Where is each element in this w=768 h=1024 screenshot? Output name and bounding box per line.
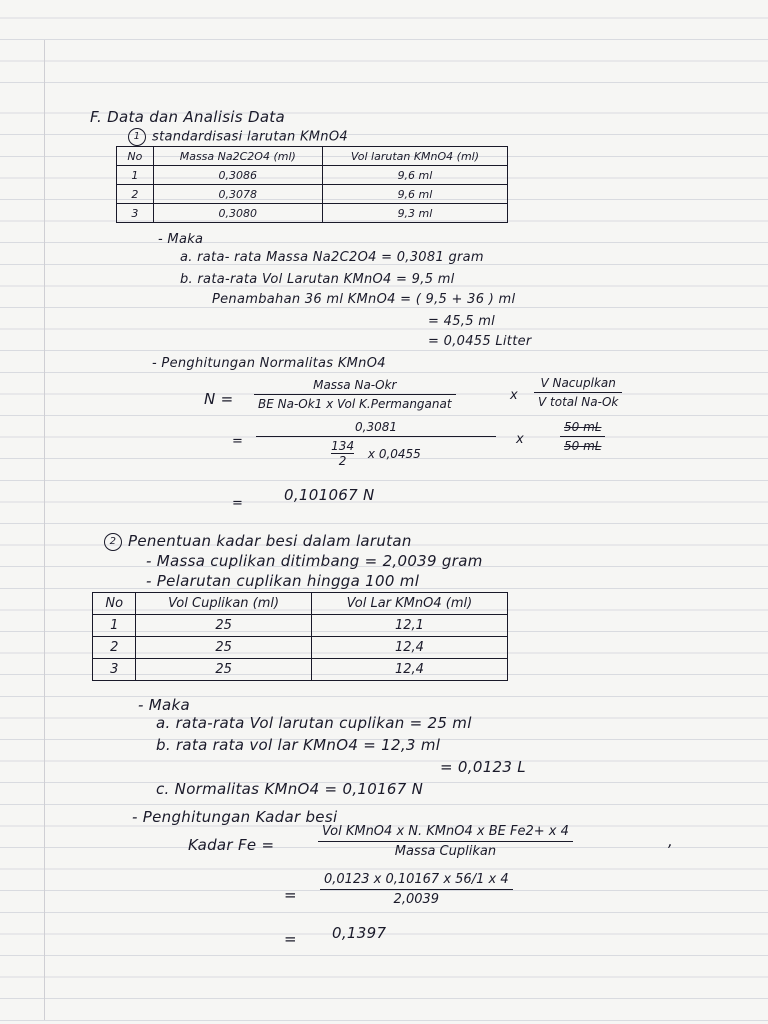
table-cell: 9,3 ml — [322, 204, 507, 223]
avg-vol-line: b. rata-rata Vol Larutan KMnO4 = 9,5 ml — [180, 272, 455, 287]
fe-fraction — [318, 824, 573, 859]
table-cell: 25 — [136, 637, 311, 659]
dilution-line: - Pelarutan cuplikan hingga 100 ml — [146, 572, 420, 590]
n-label: N = — [204, 390, 234, 408]
maka-label: - Maka — [138, 696, 190, 714]
table-cell: 25 — [136, 615, 311, 637]
eq2-numerator: 0,3081 — [355, 420, 397, 434]
eq2-v-denominator: 50 mL — [560, 436, 605, 453]
table-header: Vol larutan KMnO4 (ml) — [322, 147, 507, 166]
avg-kmno4-vol-line: b. rata rata vol lar KMnO4 = 12,3 ml — [156, 736, 441, 754]
fe-comma: , — [668, 832, 674, 850]
table-row — [117, 166, 508, 185]
section-heading: F. Data dan Analisis Data — [90, 108, 285, 126]
table-cell: 25 — [136, 659, 311, 681]
volume-factor: x 0,0455 — [367, 446, 421, 461]
table-cell: 12,4 — [311, 659, 507, 681]
n-numerator: Massa Na-Okr — [313, 378, 397, 392]
table-row — [93, 659, 508, 681]
fe-fraction-2 — [320, 872, 513, 907]
sample-mass-line: - Massa cuplikan ditimbang = 2,0039 gram — [146, 552, 483, 570]
avg-kmno4-vol-liter: = 0,0123 L — [440, 758, 526, 776]
fe-label: Kadar Fe = — [188, 836, 275, 854]
maka-label: - Maka — [158, 232, 204, 247]
table-cell: 9,6 ml — [322, 185, 507, 204]
v-denominator: V total Na-Ok — [534, 392, 622, 409]
v-fraction — [534, 376, 622, 409]
table-header-row — [93, 593, 508, 615]
addition-result-1: = 45,5 ml — [428, 314, 496, 329]
table-cell: 2 — [117, 185, 154, 204]
table-header: No — [93, 593, 136, 615]
avg-sample-vol-line: a. rata-rata Vol larutan cuplikan = 25 ml — [156, 714, 472, 732]
table-cell: 1 — [93, 615, 136, 637]
part1-title-row — [128, 128, 348, 146]
table-header: Vol Cuplikan (ml) — [136, 593, 311, 615]
table-cell: 0,3086 — [153, 166, 322, 185]
normality-line: c. Normalitas KMnO4 = 0,10167 N — [156, 780, 424, 798]
table-header: Massa Na2C2O4 (ml) — [153, 147, 322, 166]
table-kadar-besi — [92, 592, 508, 681]
molar-fraction — [331, 439, 354, 468]
table-cell: 12,1 — [311, 615, 507, 637]
table-cell: 9,6 ml — [322, 166, 507, 185]
eq2-v-numerator: 50 mL — [564, 420, 602, 434]
fe-numerator-2: 0,0123 x 0,10167 x 56/1 x 4 — [324, 872, 509, 887]
table-cell: 1 — [117, 166, 154, 185]
molar-numerator: 134 — [331, 439, 355, 453]
n-fraction — [254, 378, 456, 411]
table-row — [93, 637, 508, 659]
table-header-row — [117, 147, 508, 166]
times-sign: x — [516, 432, 524, 447]
table-cell: 3 — [93, 659, 136, 681]
margin-line — [44, 40, 45, 1020]
equals-sign: = — [232, 434, 244, 449]
table-cell: 0,3078 — [153, 185, 322, 204]
table-cell: 2 — [93, 637, 136, 659]
table-row — [117, 185, 508, 204]
table-standardisasi — [116, 146, 508, 223]
table-row — [93, 615, 508, 637]
addition-line: Penambahan 36 ml KMnO4 = ( 9,5 + 36 ) ml — [212, 292, 516, 307]
part2-title-row — [104, 532, 412, 551]
part2-title: Penentuan kadar besi dalam larutan — [128, 532, 412, 550]
eq2-fraction — [256, 420, 496, 468]
molar-denominator: 2 — [338, 454, 347, 468]
table-row — [117, 204, 508, 223]
avg-mass-line: a. rata- rata Massa Na2C2O4 = 0,3081 gram — [180, 250, 484, 265]
fe-denominator: Massa Cuplikan — [318, 841, 573, 859]
v-numerator: V Nacuplkan — [540, 376, 616, 390]
equals-sign: = — [284, 930, 297, 948]
fe-denominator-2: 2,0039 — [320, 889, 513, 907]
table-cell: 0,3080 — [153, 204, 322, 223]
part2-number: 2 — [104, 533, 122, 551]
eq2-denominator — [256, 436, 496, 468]
eq2-v-fraction — [560, 420, 605, 453]
part1-number: 1 — [128, 128, 146, 146]
normalitas-title: - Penghitungan Normalitas KMnO4 — [152, 356, 386, 371]
times-sign: x — [510, 388, 518, 403]
table-header: Vol Lar KMnO4 (ml) — [311, 593, 507, 615]
fe-numerator: Vol KMnO4 x N. KMnO4 x BE Fe2+ x 4 — [322, 824, 569, 839]
addition-result-2: = 0,0455 Litter — [428, 334, 532, 349]
equals-sign: = — [232, 496, 244, 511]
n-denominator: BE Na-Ok1 x Vol K.Permanganat — [254, 394, 456, 411]
table-cell: 3 — [117, 204, 154, 223]
part1-title: standardisasi larutan KMnO4 — [152, 129, 348, 145]
table-header: No — [117, 147, 154, 166]
table-cell: 12,4 — [311, 637, 507, 659]
normalitas-result: 0,101067 N — [284, 486, 375, 504]
fe-result: 0,1397 — [332, 924, 387, 942]
kadar-besi-title: - Penghitungan Kadar besi — [132, 808, 338, 826]
equals-sign: = — [284, 886, 297, 904]
